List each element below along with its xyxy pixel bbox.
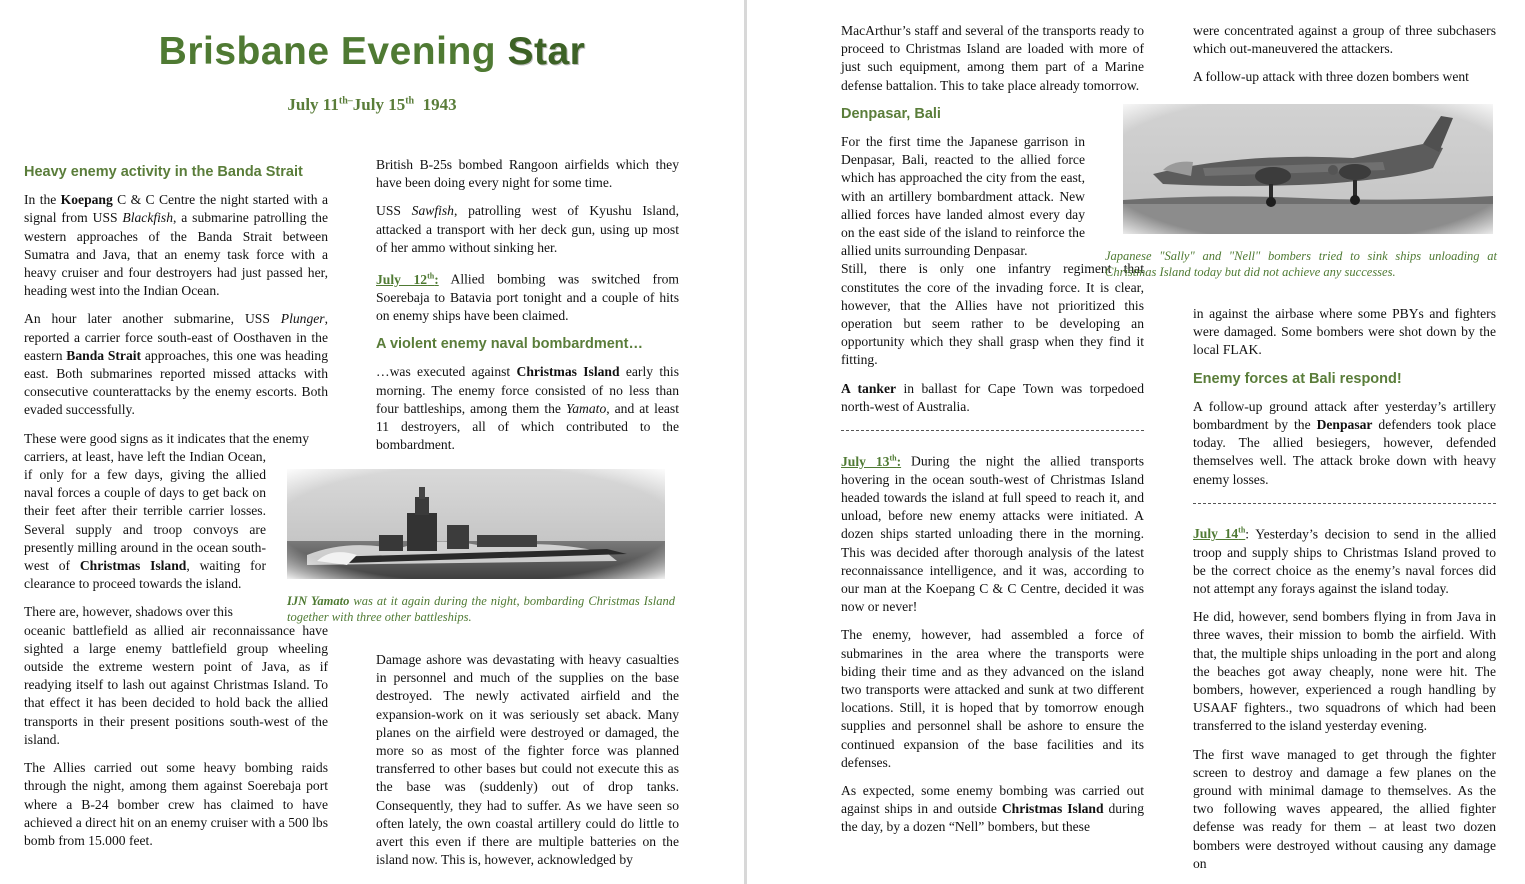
left-column-1 — [24, 163, 328, 860]
article-paragraph — [841, 782, 1144, 837]
text-run: in ballast for Cape Town was torpedoed north-west of Australia. — [841, 380, 1144, 414]
text-run: In the — [24, 192, 61, 208]
masthead-title-star: Star — [507, 30, 586, 73]
date-colon: : — [896, 453, 902, 469]
headline-naval-bombardment: A violent enemy naval bombardment… — [376, 336, 643, 353]
text-bold: Koepang — [60, 192, 113, 208]
article-paragraph: He did, however, send bombers flying in from Java in three waves, their mission to bomb the airfield. With that, the multiple ships unloading in the port and along the beaches got away cheaply, none were hit. The bombers, however, experienced a rough handling by USAAF fighters., two squadrons of which had been transferred to the island yesterday evening. — [1193, 609, 1496, 734]
dateline-start: July 11 — [287, 95, 339, 114]
article-paragraph: There are, however, shadows over this — [24, 604, 233, 620]
caption-text: was at it again during the night, bombarding Christmas Island together with three other battleships. — [287, 594, 676, 624]
yamato-battleship-photo — [287, 469, 665, 579]
text-italic: Plunger — [280, 311, 325, 327]
article-paragraph: Still, there is only one infantry regiment that constitutes the core of the invading force. It is clear, however, that the Allies have not prioritized this operation but seem rather to be developing an opportunity which they shall grasp when they find it fitting. — [841, 261, 1144, 368]
date-sup: th — [427, 271, 435, 281]
article-paragraph: were concentrated against a group of three subchasers which out-maneuvered the attackers. — [1193, 23, 1496, 57]
bomber-photo-illustration — [1123, 104, 1493, 234]
article-paragraph — [376, 202, 679, 257]
date-text: July 14 — [1193, 526, 1239, 542]
right-column-1 — [841, 22, 1144, 847]
article-paragraph: The Allies carried out some heavy bombing raids through the night, among them against Soerebaja port where a B-24 bomber crew has claimed to have achieved a direct hit on an enemy cruiser with a 500 lbs bomb from 15.000 feet. — [24, 760, 328, 848]
article-paragraph: MacArthur’s staff and several of the transports ready to proceed to Christmas Island are loaded with more of just such equipment, among them part of a Marine defense battalion. This to take place already tomorrow. — [841, 23, 1144, 93]
article-paragraph — [376, 267, 679, 325]
article-paragraph: A follow-up attack with three dozen bombers went — [1193, 69, 1469, 85]
article-paragraph — [376, 363, 679, 454]
right-column-2-continued — [1193, 305, 1496, 883]
headline-bali-respond: Enemy forces at Bali respond! — [1193, 370, 1402, 387]
text-run: early this morning. The enemy force consisted of no less than four battleships, among them the — [376, 364, 679, 416]
dateline — [0, 95, 744, 115]
article-paragraph: oceanic battlefield as allied air reconnaissance have sighted a large enemy battlefield group wheeling outside the extreme western point of Java, as if readying itself to lash out against Christmas Island. To that effect it has been decided to hold back the allied transports in their present positions south-west of the island. — [24, 622, 328, 747]
text-run: USS — [376, 203, 412, 219]
right-column-2 — [1193, 22, 1496, 97]
text-run: defenders took place today. The allied besiegers, however, defended themselves well. The attack broke down with heavy enemy losses. — [1193, 417, 1497, 487]
article-paragraph: For the first time the Japanese garrison in Denpasar, Bali, reacted to the allied force which has approached the city from the east, with an artillery bombardment attack. New allied forces have landed almost every day on the east side of the island to reinforce the allied units surrounding Denpasar. — [841, 134, 1085, 259]
article-paragraph: British B-25s bombed Rangoon airfields which they have been doing every night for some time. — [376, 157, 679, 191]
dateline-year: 1943 — [422, 95, 457, 114]
article-paragraph — [24, 191, 328, 300]
text-run: carriers, at least, have left the Indian Ocean, if only for a few days, giving the allied naval forces a couple of days to get back on their feet after their terrible carrier losses. Several supply and troop convoys are presently milling around in the ocean south-west of — [24, 448, 266, 574]
dateline-separator: – — [347, 95, 353, 107]
dateline-end-sup: th — [405, 95, 415, 107]
text-bold: Christmas Island — [516, 364, 620, 380]
date-label-july-13 — [841, 454, 901, 469]
text-run: As expected, some enemy bombing was carried out against ships in and outside — [841, 783, 1144, 817]
dateline-end: July 15 — [352, 95, 406, 114]
text-bold: Christmas Island — [1001, 801, 1104, 817]
article-paragraph: The enemy, however, had assembled a force of submarines in the area where the transports were biding their time and as they advanced on the island two transports were attacked and sunk at two different locations. Still, it is hoped that by tomorrow enough supplies and personnel shall be ashore to ensure the continued expansion of the base facilities and its defenses. — [841, 627, 1144, 770]
masthead-title-main: Brisbane Evening — [158, 30, 508, 73]
text-italic: Sawfish — [411, 203, 454, 219]
text-run: C & C Centre the night started with a signal from USS — [24, 192, 329, 226]
battleship-photo-illustration — [287, 469, 665, 579]
dateline-start-sup: th — [338, 95, 348, 107]
date-sup: th — [1238, 525, 1246, 535]
date-sup: th — [889, 453, 897, 463]
article-paragraph — [24, 448, 266, 594]
text-italic: Yamato — [565, 400, 607, 416]
article-paragraph — [841, 449, 1144, 616]
text-run: , and at least 11 destroyers, all of which contributed to the bombardment. — [376, 400, 679, 453]
date-text: July 12 — [376, 271, 428, 287]
caption-bold: IJN Yamato — [287, 594, 350, 608]
date-label-july-14 — [1193, 526, 1245, 541]
text-run: During the night the allied transports hovering in the ocean south-west of Christmas Island headed towards the island at full speed to reach it, and unload, before new enemy attacks were initiated. A dozen ships started unloading there in the morning. This was decided after thorough analysis of the latest reconnaissance intelligence, and it was, according to our man at the Koepang C & C Centre, decided it was now or never! — [841, 453, 1144, 615]
text-run: Allied bombing was switched from Soerebaja to Batavia port tonight and a couple of hits on enemy ships have been claimed. — [376, 271, 679, 323]
article-paragraph — [1193, 522, 1496, 598]
article-paragraph: Damage ashore was devastating with heavy casualties in personnel and much of the supplies on the base destroyed. The newly activated airfield and the expansion-work on it was seriously set aback. Many planes on the airfield were destroyed or damaged, the more so as most of the fighter force was planned transferred to other bases but could not execute this as the base was (suddenly) out of drop tanks. Consequently, they had to suffer. As we have seen so often lately, the own coastal artillery could do little to avert this even if there are multiple batteries on the island now. This is, however, acknowledged by — [376, 652, 679, 868]
text-bold: Denpasar — [1316, 417, 1373, 433]
text-run: , patrolling west of Kyushu Island, attacked a transport with her deck gun, using up most of her ammo without sinking her. — [376, 203, 679, 255]
headline-banda-strait: Heavy enemy activity in the Banda Strait — [24, 164, 303, 180]
text-run: …was executed against — [376, 364, 517, 380]
text-run: A follow-up ground attack after yesterday’s artillery bombardment by the — [1193, 398, 1496, 433]
article-paragraph: in against the airbase where some PBYs and fighters were damaged. Some bombers were shot down by the local FLAK. — [1193, 306, 1496, 358]
text-run: during the day, by a dozen “Nell” bombers, but these — [841, 801, 1145, 835]
article-paragraph — [1193, 398, 1496, 489]
article-paragraph: The first wave managed to get through the fighter screen to destroy and damage a few planes on the ground with minimal damage to themselves. As the two following waves appeared, the allied fighter defense was ready for them – at least two dozen bombers were destroyed without causing any damage on — [1193, 746, 1496, 871]
masthead-title — [0, 30, 744, 74]
date-text: July 13 — [841, 453, 890, 469]
date-colon: : — [434, 271, 439, 287]
text-run: : Yesterday’s decision to send in the allied troop and supply ships to Christmas Island proved to be the correct choice as the enemy’s naval forces did not attempt any forays against the island today. — [1193, 526, 1496, 596]
date-label-july-12 — [376, 272, 439, 287]
left-column-2-continued — [376, 651, 679, 879]
left-column-2 — [376, 156, 679, 464]
text-bold: Christmas Island — [79, 558, 187, 574]
bomber-aircraft-photo — [1123, 104, 1493, 234]
section-divider — [841, 430, 1144, 431]
yamato-photo-caption — [287, 593, 675, 625]
text-run: , a submarine patrolling the western approaches of the Banda Strait between Sumatra and Java, that an enemy task force with a heavy cruiser and four destroyers had just passed her, heading west into the Indian Ocean. — [24, 210, 328, 299]
text-italic: Blackfish — [122, 210, 174, 226]
text-run: , waiting for clearance to proceed towards the island. — [24, 558, 266, 592]
text-run: , reported a carrier force south-east of Oosthaven in the eastern — [24, 311, 328, 363]
article-paragraph — [841, 380, 1144, 416]
newspaper-page-left — [0, 0, 744, 884]
article-paragraph: These were good signs as it indicates that the enemy — [24, 430, 310, 446]
text-run: An hour later another submarine, USS — [24, 311, 281, 327]
bomber-photo-caption: Japanese "Sally" and "Nell" bombers tried to sink ships unloading at Christmas Island today but did not achieve any successes. — [1105, 249, 1497, 279]
article-paragraph — [24, 310, 328, 419]
newspaper-page-right — [747, 0, 1525, 884]
text-bold: A tanker — [841, 380, 897, 396]
headline-denpasar-bali: Denpasar, Bali — [841, 105, 941, 122]
text-run: approaches, this one was heading east. Both submarines reported missed attacks with consecutive counterattacks by the enemy escorts. Both evaded successfully. — [24, 347, 328, 418]
text-bold: Banda Strait — [66, 347, 142, 363]
section-divider — [1193, 503, 1496, 504]
